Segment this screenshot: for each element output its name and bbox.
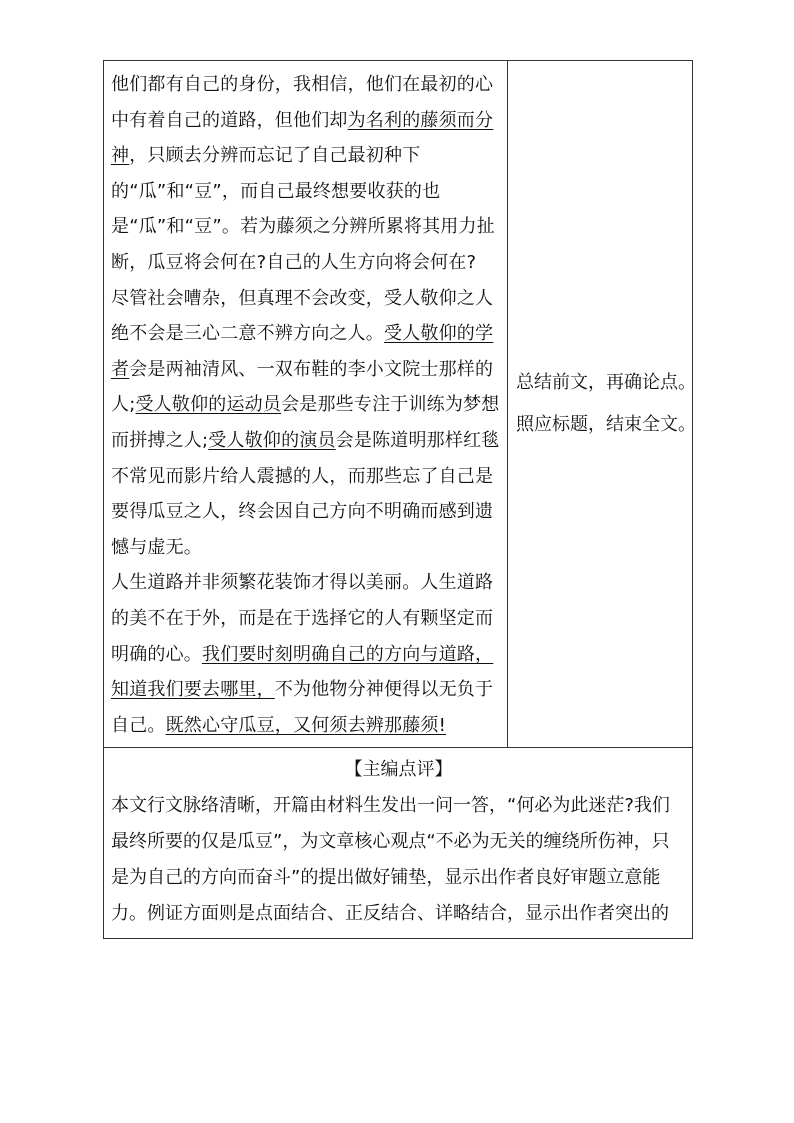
paragraph-2 bbox=[111, 281, 502, 566]
paragraph-3 bbox=[111, 565, 502, 743]
comment-row bbox=[104, 748, 693, 939]
comment-body: 本文行文脉络清晰，开篇由材料生发出一问一答，“何必为此迷茫?我们最终所要的仅是瓜豆”，为文章核心观点“不必为无关的缠绕所伤神，只是为自己的方向而奋斗”的提出做好铺垫，显示出作者良好审题立意能力。例证方面则是点面结合、正反结合、详略结合，显示出作者突出的 bbox=[111, 795, 670, 925]
annotation-cell bbox=[508, 61, 696, 748]
paragraph-2-text-4: 会是陈道明那样红毯不常见而影片给人震撼的人，而那些忘了自己是要得瓜豆之人，终会因自己方向不明确而感到遗憾与虚无。 bbox=[111, 429, 500, 558]
paragraph-2-underline-2: 受人敬仰的运动员 bbox=[135, 394, 282, 416]
paragraph-2-text-1: 尽管社会嘈杂，但真理不会改变，受人敬仰之人绝不会是三心二意不辨方向之人。 bbox=[111, 287, 494, 345]
essay-table bbox=[103, 60, 696, 939]
paragraph-1 bbox=[111, 67, 502, 281]
comment-title: 【主编点评】 bbox=[344, 759, 453, 781]
paragraph-1-underline-1: 为名利的藤须而分神 bbox=[111, 109, 494, 167]
paragraph-1-text-1: 他们都有自己的身份，我相信，他们在最初的心中有着自己的道路，但他们却 bbox=[111, 74, 494, 131]
paragraph-3-text-2: 不为他物分神便得以无负于自己。 bbox=[111, 679, 494, 736]
comment-cell bbox=[104, 748, 693, 939]
essay-text-cell bbox=[104, 61, 508, 748]
essay-row bbox=[104, 61, 693, 748]
paragraph-3-text-1: 人生道路并非须繁花装饰才得以美丽。人生道路的美不在于外，而是在于选择它的人有颗坚定而明确的心。 bbox=[111, 572, 494, 665]
paragraph-2-underline-3: 受人敬仰的演员 bbox=[208, 429, 336, 451]
paragraph-2-underline-1: 受人敬仰的学者 bbox=[111, 323, 494, 380]
paragraph-1-text-2: ，只顾去分辨而忘记了自己最初种下的“瓜”和“豆”，而自己最终想要收获的也是“瓜”和“豆”。若为藤须之分辨所累将其用力扯断，瓜豆将会何在?自己的人生方向将会何在? bbox=[111, 145, 495, 273]
annotation-line-2: 照应标题，结束全文。 bbox=[516, 414, 696, 436]
paragraph-2-text-2: 会是两袖清风、一双布鞋的李小文院士那样的人; bbox=[111, 358, 494, 416]
paragraph-3-underline-2: 既然心守瓜豆，又何须去辨那藤须! bbox=[165, 714, 447, 736]
annotation-line-1: 总结前文，再确论点。 bbox=[516, 372, 696, 394]
paragraph-3-underline-1: 我们要时刻明确自己的方向与道路，知道我们要去哪里， bbox=[111, 643, 494, 701]
paragraph-2-text-3: 会是那些专注于训练为梦想而拼搏之人; bbox=[111, 394, 500, 451]
